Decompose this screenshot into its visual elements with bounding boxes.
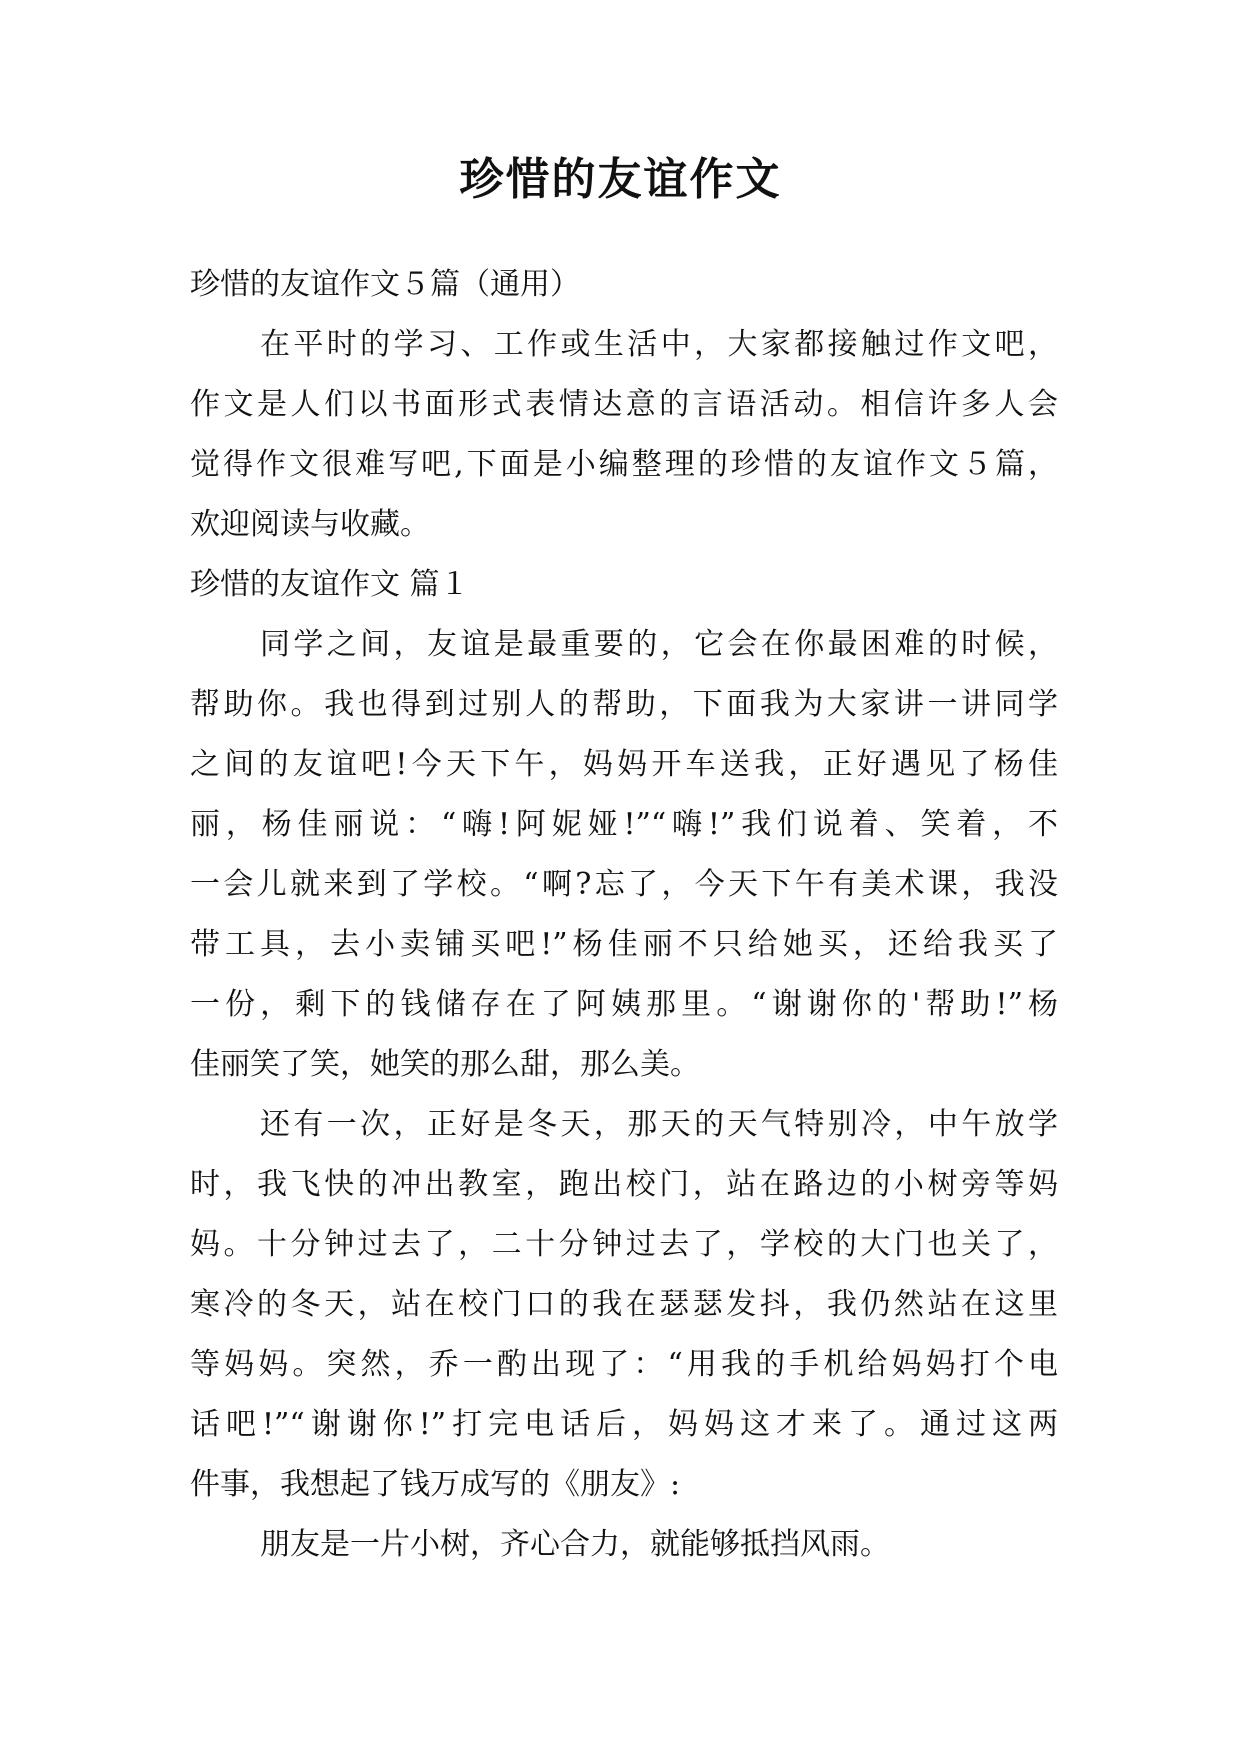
subtitle-line: 珍惜的友谊作文５篇（通用） — [190, 267, 580, 302]
paragraph-line: 一份，剩下的钱储存在了阿姨那里。“谢谢你的'帮助!”杨 — [190, 987, 1058, 1022]
paragraph-line: 还有一次，正好是冬天，那天的天气特别冷，中午放学 — [260, 1107, 1058, 1142]
paragraph-line: 话吧!”“谢谢你!”打完电话后，妈妈这才来了。通过这两 — [190, 1407, 1058, 1442]
paragraph-line: 带工具，去小卖铺买吧!”杨佳丽不只给她买，还给我买了 — [190, 927, 1058, 962]
paragraph-line: 件事，我想起了钱万成写的《朋友》: — [190, 1467, 681, 1502]
paragraph-line: 佳丽笑了笑，她笑的那么甜，那么美。 — [190, 1047, 700, 1082]
section-heading: 珍惜的友谊作文 篇１ — [190, 567, 470, 602]
paragraph-line: 之间的友谊吧!今天下午，妈妈开车送我，正好遇见了杨佳 — [190, 747, 1058, 782]
paragraph-line: 觉得作文很难写吧,下面是小编整理的珍惜的友谊作文５篇， — [190, 447, 1058, 482]
document-body — [190, 255, 1058, 1575]
paragraph-line: 一会儿就来到了学校。“啊?忘了，今天下午有美术课，我没 — [190, 867, 1058, 902]
paragraph-line: 寒冷的冬天，站在校门口的我在瑟瑟发抖，我仍然站在这里 — [190, 1287, 1058, 1322]
paragraph-line: 等妈妈。突然，乔一酌出现了：“用我的手机给妈妈打个电 — [190, 1347, 1058, 1382]
paragraph-line: 欢迎阅读与收藏。 — [190, 507, 430, 542]
paragraph-line: 朋友是一片小树，齐心合力，就能够抵挡风雨。 — [260, 1527, 890, 1562]
paragraph-line: 帮助你。我也得到过别人的帮助，下面我为大家讲一讲同学 — [190, 687, 1058, 722]
paragraph-line: 妈。十分钟过去了，二十分钟过去了，学校的大门也关了， — [190, 1227, 1058, 1262]
paragraph-line: 时，我飞快的冲出教室，跑出校门，站在路边的小树旁等妈 — [190, 1167, 1058, 1202]
paragraph-line: 作文是人们以书面形式表情达意的言语活动。相信许多人会 — [190, 387, 1058, 422]
document-title: 珍惜的友谊作文 — [459, 154, 782, 205]
paragraph-line: 在平时的学习、工作或生活中，大家都接触过作文吧， — [260, 327, 1058, 362]
paragraph-line: 同学之间，友谊是最重要的，它会在你最困难的时候， — [260, 627, 1058, 662]
paragraph-line: 丽，杨佳丽说：“嗨!阿妮娅!”“嗨!”我们说着、笑着，不 — [190, 807, 1058, 842]
